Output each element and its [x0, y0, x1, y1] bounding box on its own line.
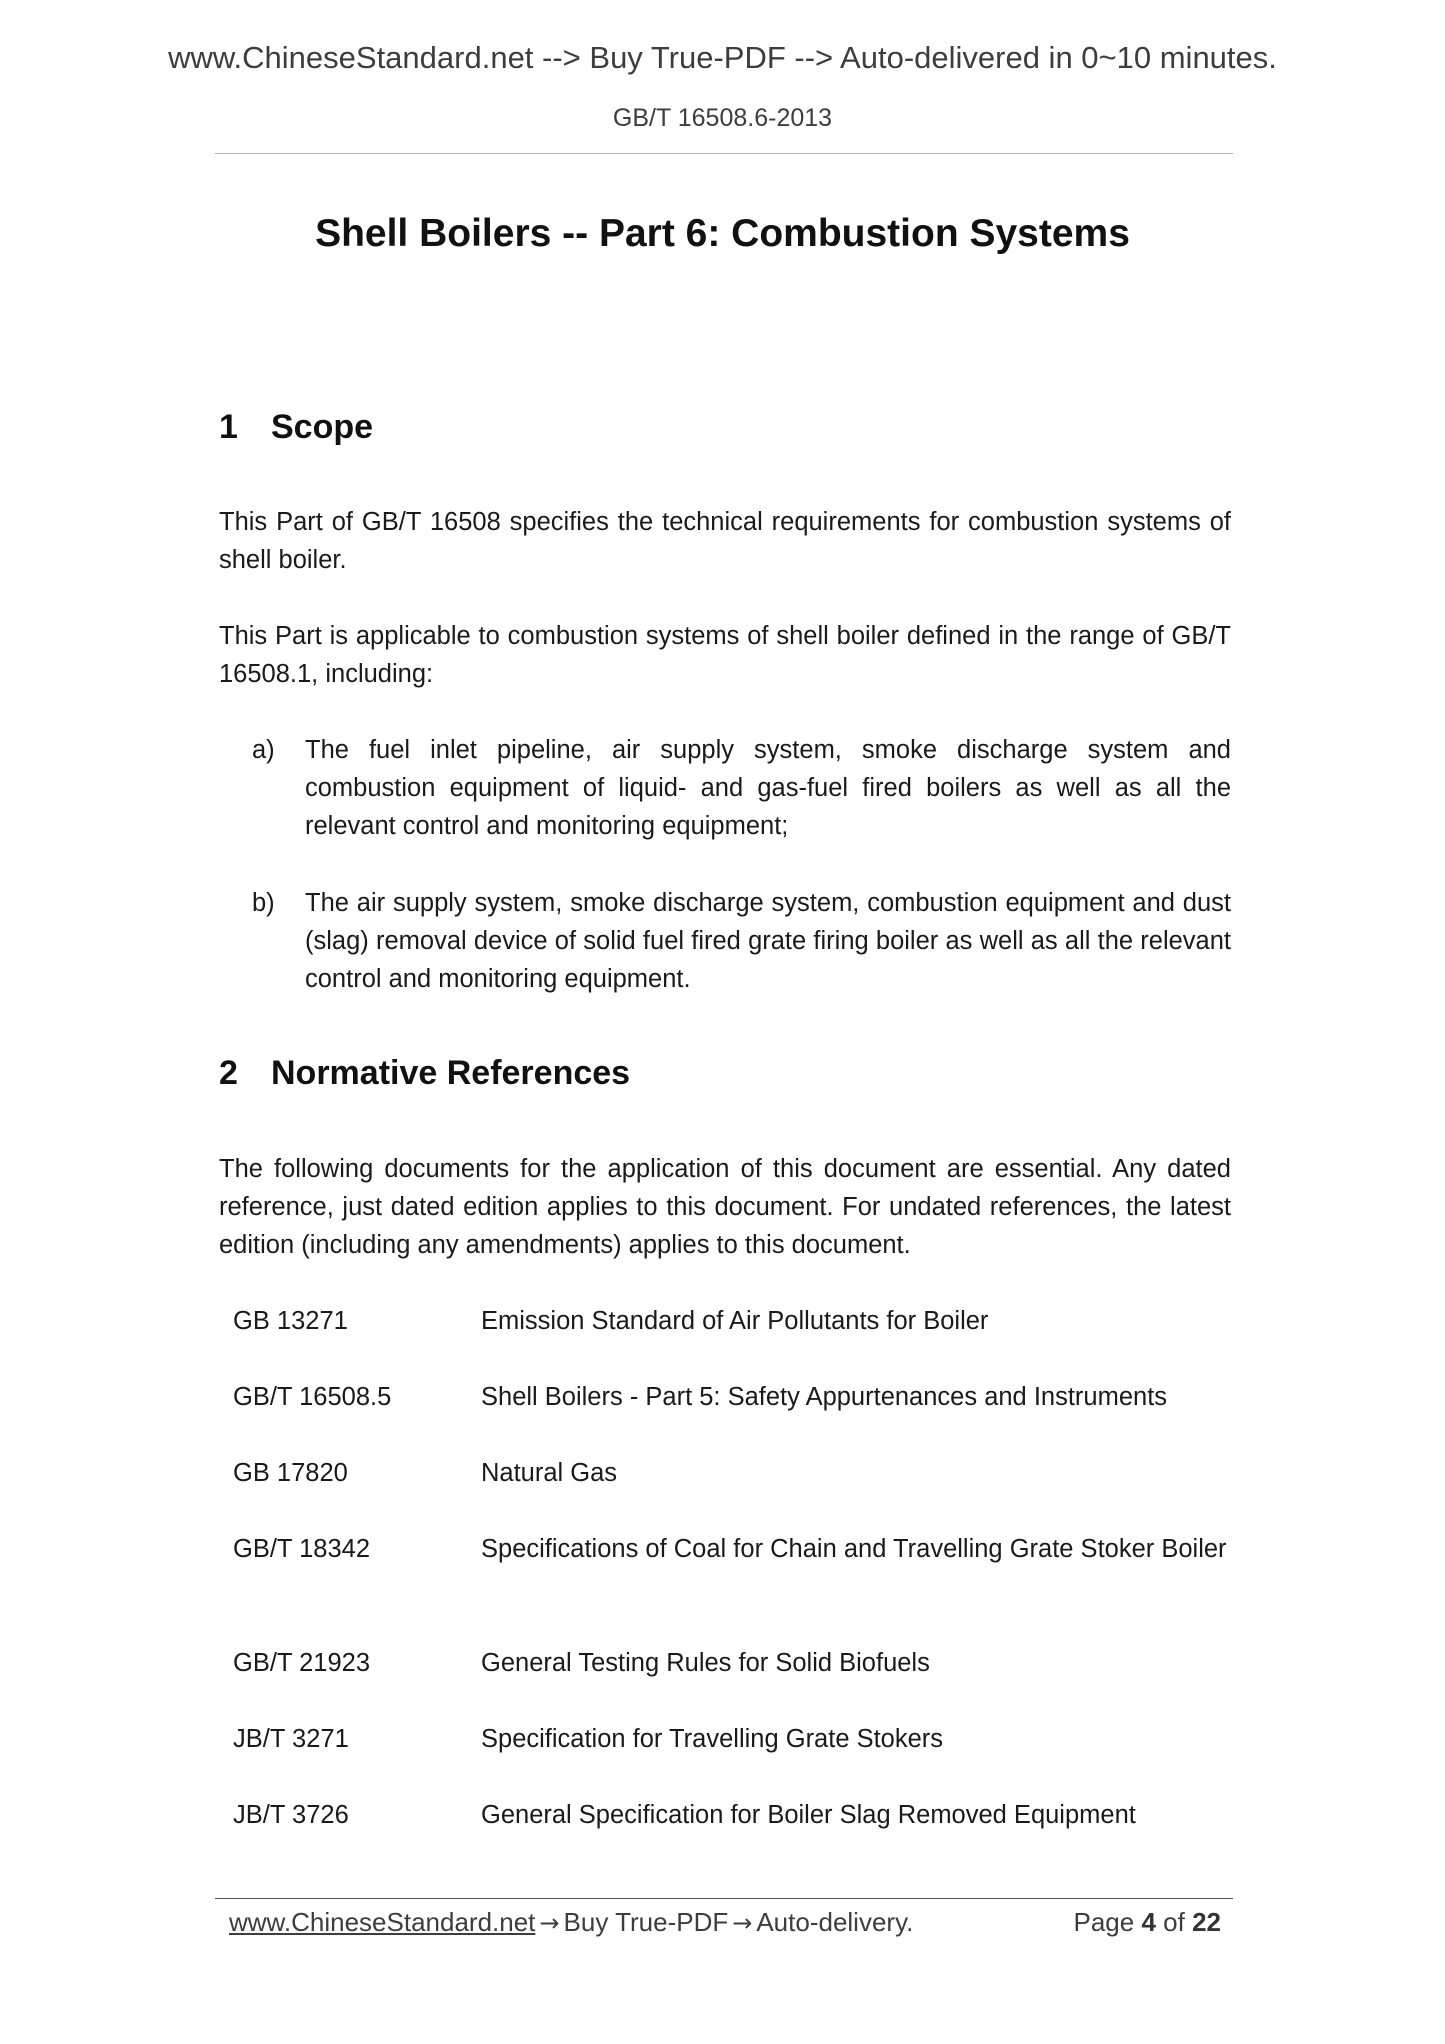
list-item-label: b)	[252, 889, 275, 917]
scope-paragraph-2: This Part is applicable to combustion systems of shell boiler defined in the range of GB/T 16508.1, including:	[219, 622, 1231, 688]
references-paragraph: The following documents for the application of this document are essential. Any dated reference, just dated edition applies to this document. For undated references, the latest edition (including any amendments) applies to this document.	[219, 1155, 1231, 1259]
top-banner: www.ChineseStandard.net --> Buy True-PDF --> Auto-delivered in 0~10 minutes.	[168, 40, 1277, 75]
page-footer	[229, 1902, 1229, 1942]
section-2-heading	[219, 1054, 630, 1093]
of-word: of	[1163, 1907, 1185, 1937]
reference-title: Specification for Travelling Grate Stokers	[481, 1725, 944, 1753]
section-number: 2	[219, 1054, 238, 1092]
list-item-label: a)	[252, 736, 275, 764]
page-word: Page	[1073, 1907, 1135, 1937]
page-total: 22	[1192, 1907, 1221, 1937]
section-title: Scope	[271, 408, 374, 446]
reference-code: GB/T 16508.5	[233, 1383, 392, 1411]
reference-code: JB/T 3271	[233, 1725, 349, 1753]
header-rule	[215, 153, 1233, 154]
page-indicator	[1073, 1902, 1221, 1942]
arrow-right-icon: →	[732, 1909, 753, 1937]
page-current: 4	[1141, 1907, 1156, 1937]
scope-paragraph-1: This Part of GB/T 16508 specifies the technical requirements for combustion systems of shell boiler.	[219, 508, 1231, 574]
section-number: 1	[219, 408, 238, 446]
footer-delivery-text: Auto-delivery.	[756, 1907, 914, 1937]
section-1-heading	[219, 408, 373, 447]
footer-rule	[215, 1898, 1233, 1899]
list-item-text: The fuel inlet pipeline, air supply system, smoke discharge system and combustion equipment of liquid- and gas-fuel fired boilers as well as all the relevant control and monitoring equipment;	[305, 736, 1231, 840]
reference-code: GB 13271	[233, 1307, 348, 1335]
list-item-text: The air supply system, smoke discharge system, combustion equipment and dust (slag) removal device of solid fuel fired grate firing boiler as well as all the relevant control and monitoring equipment.	[305, 889, 1231, 993]
reference-title: Emission Standard of Air Pollutants for Boiler	[481, 1307, 989, 1335]
arrow-right-icon: →	[539, 1909, 560, 1937]
document-title: Shell Boilers -- Part 6: Combustion Systems	[315, 212, 1130, 255]
reference-title: Natural Gas	[481, 1459, 618, 1487]
reference-title: Shell Boilers - Part 5: Safety Appurtenances and Instruments	[481, 1383, 1168, 1411]
footer-buy-text: Buy True-PDF	[563, 1907, 729, 1937]
standard-number: GB/T 16508.6-2013	[612, 104, 833, 132]
reference-title: General Specification for Boiler Slag Removed Equipment	[481, 1801, 1136, 1829]
reference-code: GB/T 21923	[233, 1649, 371, 1677]
footer-site-link[interactable]: www.ChineseStandard.net	[229, 1907, 536, 1937]
reference-code: JB/T 3726	[233, 1801, 349, 1829]
reference-title: General Testing Rules for Solid Biofuels	[481, 1649, 930, 1677]
reference-code: GB 17820	[233, 1459, 348, 1487]
reference-code: GB/T 18342	[233, 1535, 371, 1563]
reference-title: Specifications of Coal for Chain and Travelling Grate Stoker Boiler	[481, 1535, 1227, 1563]
section-title: Normative References	[271, 1054, 631, 1092]
